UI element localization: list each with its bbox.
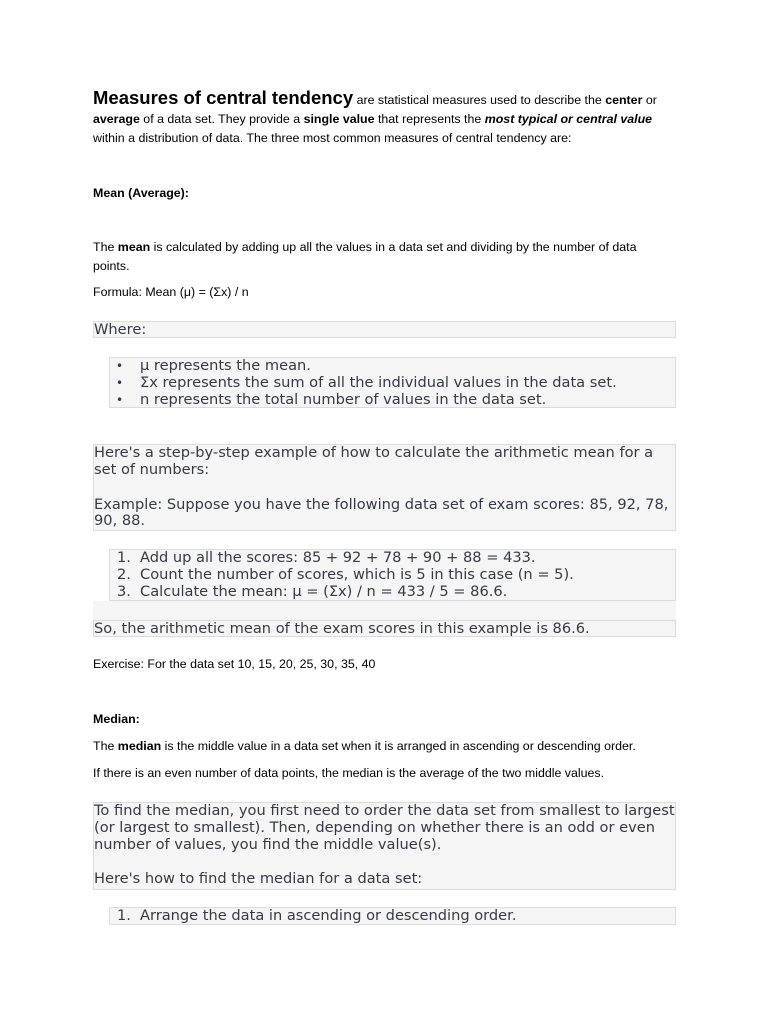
intro-heading: Measures of central tendency xyxy=(93,87,354,108)
mean-steps-box xyxy=(109,549,676,601)
list-item: 3. Calculate the mean: μ = (Σx) / n = 433 / 5 = 86.6. xyxy=(117,582,508,600)
intro-text: that represents the xyxy=(374,112,485,126)
mean-steps-list xyxy=(110,550,675,600)
median-paragraph: The median is the middle value in a data set when it is arranged in ascending or descending order. xyxy=(93,739,636,753)
intro-text: within a distribution of data. The three most common measures of central tendency are: xyxy=(93,131,572,145)
where-list-box xyxy=(109,357,676,408)
intro-bold-center: center xyxy=(605,93,643,107)
median-heading: Median: xyxy=(93,712,140,726)
example-box xyxy=(93,444,676,531)
example-data: Example: Suppose you have the following data set of exam scores: 85, 92, 78, 90, 88. xyxy=(94,495,669,530)
intro-bold-average: average xyxy=(93,112,140,126)
where-list xyxy=(110,358,675,408)
list-item: • μ represents the mean. xyxy=(110,358,675,375)
median-box xyxy=(93,802,676,890)
example-intro: Here's a step-by-step example of how to calculate the arithmetic mean for a set of numbers: xyxy=(94,444,654,478)
conclusion-box xyxy=(93,620,676,637)
list-item: • n represents the total number of values in the data set. xyxy=(110,392,675,409)
spacer-strip xyxy=(93,601,676,620)
exercise-text: Exercise: For the data set 10, 15, 20, 25, 30, 35, 40 xyxy=(93,657,376,671)
where-label: Where: xyxy=(94,321,147,338)
conclusion-text: So, the arithmetic mean of the exam scores in this example is 86.6. xyxy=(94,620,590,637)
intro-paragraph xyxy=(93,88,676,148)
median-steps-box xyxy=(109,907,676,925)
median-howto-text: Here's how to find the median for a data set: xyxy=(94,870,423,888)
list-item: 2. Count the number of scores, which is 5 in this case (n = 5). xyxy=(117,565,574,583)
median-box-text: To find the median, you first need to order the data set from smallest to largest (or largest to smallest). Then, depending on whether there is an odd or even number of values, you find the middle value(s). xyxy=(94,802,675,853)
mean-heading: Mean (Average): xyxy=(93,186,189,200)
list-item: 1. Arrange the data in ascending or descending order. xyxy=(117,907,517,924)
intro-bold-single-value: single value xyxy=(303,112,375,126)
list-item: • Σx represents the sum of all the individual values in the data set. xyxy=(110,375,675,392)
median-even-paragraph: If there is an even number of data points, the median is the average of the two middle values. xyxy=(93,766,605,780)
intro-text: are statistical measures used to describe the xyxy=(353,93,606,107)
intro-text: or xyxy=(642,93,657,107)
median-steps-list xyxy=(110,908,675,925)
mean-paragraph: The mean is calculated by adding up all the values in a data set and dividing by the number of data points. xyxy=(93,240,637,273)
where-box xyxy=(93,321,676,338)
intro-text: of a data set. They provide a xyxy=(139,112,304,126)
list-item: 1. Add up all the scores: 85 + 92 + 78 + 90 + 88 = 433. xyxy=(117,549,536,566)
intro-bold-italic: most typical or central value xyxy=(484,112,653,126)
mean-formula: Formula: Mean (μ) = (Σx) / n xyxy=(93,285,249,299)
